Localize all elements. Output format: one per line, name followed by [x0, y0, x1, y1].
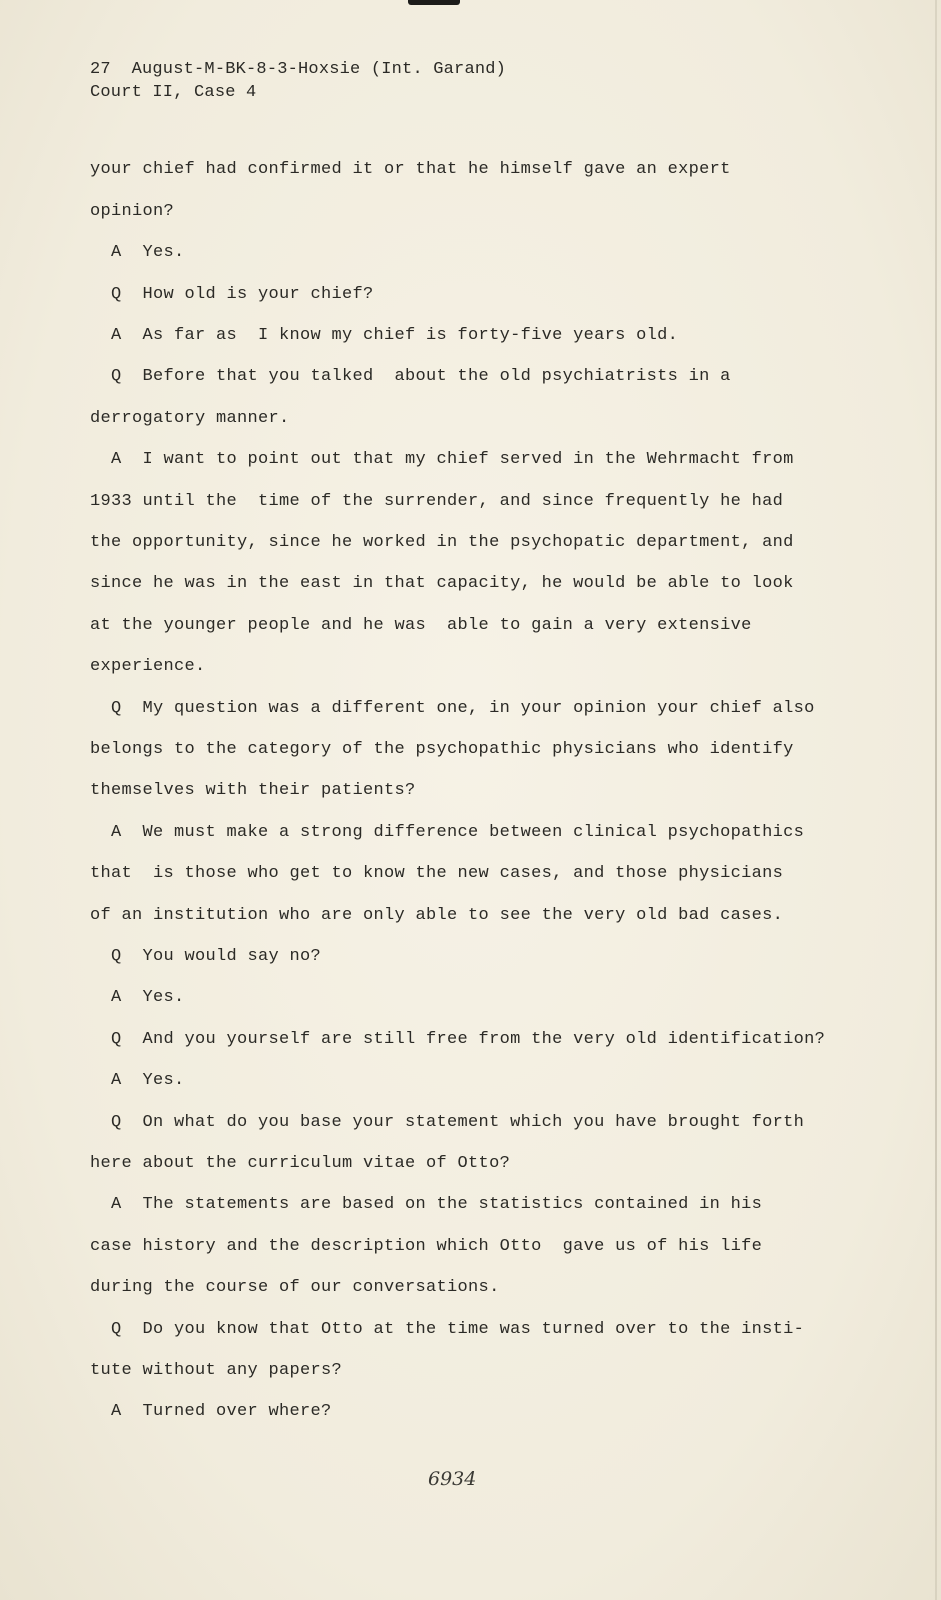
header-line-1: 27 August-M-BK-8-3-Hoxsie (Int. Garand)	[90, 60, 507, 79]
transcript-line: Q And you yourself are still free from the very old identification?	[90, 1030, 826, 1049]
transcript-line: case history and the description which Otto gave us of his life	[90, 1237, 763, 1256]
transcript-line: Q How old is your chief?	[90, 285, 374, 304]
transcript-line: here about the curriculum vitae of Otto?	[90, 1154, 511, 1173]
top-edge-mark	[408, 0, 460, 5]
transcript-line: A We must make a strong difference between clinical psychopathics	[90, 823, 805, 842]
transcript-line: A The statements are based on the statistics contained in his	[90, 1195, 763, 1214]
transcript-line: that is those who get to know the new cases, and those physicians	[90, 864, 784, 883]
transcript-line: A As far as I know my chief is forty-five years old.	[90, 326, 679, 345]
transcript-line: during the course of our conversations.	[90, 1278, 500, 1297]
header-line-2: Court II, Case 4	[90, 83, 257, 102]
transcript-line: at the younger people and he was able to gain a very extensive	[90, 616, 752, 635]
transcript-line: Q You would say no?	[90, 947, 322, 966]
transcript-line: Q Before that you talked about the old psychiatrists in a	[90, 367, 731, 386]
transcript-line: A Yes.	[90, 243, 185, 262]
transcript-line: Q My question was a different one, in your opinion your chief also	[90, 699, 815, 718]
transcript-line: A I want to point out that my chief served in the Wehrmacht from	[90, 450, 794, 469]
transcript-line: of an institution who are only able to see the very old bad cases.	[90, 906, 784, 925]
right-edge-shadow	[935, 0, 937, 1600]
transcript-line: tute without any papers?	[90, 1361, 343, 1380]
transcript-line: Q Do you know that Otto at the time was turned over to the insti-	[90, 1320, 805, 1339]
page-number: 6934	[428, 1468, 477, 1490]
transcript-line: your chief had confirmed it or that he himself gave an expert	[90, 160, 731, 179]
transcript-line: derrogatory manner.	[90, 409, 290, 428]
transcript-line: A Yes.	[90, 1071, 185, 1090]
transcript-line: Q On what do you base your statement which you have brought forth	[90, 1113, 805, 1132]
transcript-line: themselves with their patients?	[90, 781, 416, 800]
transcript-line: A Yes.	[90, 988, 185, 1007]
transcript-line: A Turned over where?	[90, 1402, 332, 1421]
transcript-line: 1933 until the time of the surrender, and since frequently he had	[90, 492, 784, 511]
transcript-line: the opportunity, since he worked in the psychopatic department, and	[90, 533, 794, 552]
transcript-line: since he was in the east in that capacity, he would be able to look	[90, 574, 794, 593]
transcript-line: opinion?	[90, 202, 175, 221]
transcript-line: belongs to the category of the psychopathic physicians who identify	[90, 740, 794, 759]
document-header	[90, 58, 506, 104]
transcript-line: experience.	[90, 657, 206, 676]
